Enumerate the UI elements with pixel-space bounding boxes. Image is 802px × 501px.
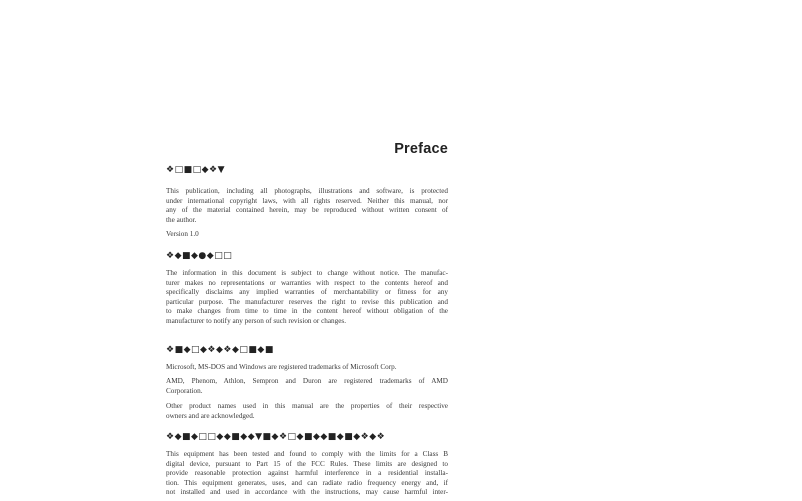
text-line: owners and are acknowledged. bbox=[166, 411, 255, 420]
section-heading-disclaimer: ❖◆■◆●◆□□ bbox=[166, 251, 233, 261]
page-title: Preface bbox=[394, 141, 448, 157]
text-line: Microsoft, MS-DOS and Windows are registered trademarks of Microsoft Corp. bbox=[166, 363, 397, 371]
text-line: specifically disclaims any implied warranties of merchantability or fitness for any bbox=[166, 288, 448, 296]
text-line: tion. This equipment generates, uses, and can radiate radio frequency energy and, if bbox=[166, 478, 448, 487]
text-line: Other product names used in this manual are the properties of their respective bbox=[166, 402, 448, 410]
text-line: any of the material contained herein, may be reproduced without written consent of bbox=[166, 206, 448, 214]
copyright-paragraph bbox=[166, 187, 448, 225]
text-line: the author. bbox=[166, 215, 197, 224]
section-heading-trademark: ❖■◆□◆❖◆❖◆□■◆■ bbox=[166, 345, 274, 355]
text-line: This publication, including all photographs, illustrations and software, is protected bbox=[166, 187, 448, 195]
text-line: digital device, pursuant to Part 15 of the FCC Rules. These limits are designed to bbox=[166, 459, 448, 468]
section-heading-fcc: ❖◆■◆□□◆◆■◆◆▼■◆❖□◆■◆◆■◆■◆❖◆❖ bbox=[166, 432, 386, 442]
text-line: not installed and used in accordance with the instructions, may cause harmful inter- bbox=[166, 488, 448, 496]
text-line: turer makes no representations or warranties with respect to the contents hereof and bbox=[166, 278, 448, 287]
trademark-paragraph-1 bbox=[166, 363, 448, 373]
version-paragraph bbox=[166, 230, 448, 240]
text-line: provide reasonable protection against harmful interference in a residential installa- bbox=[166, 469, 448, 477]
text-line: under international copyright laws, with all rights reserved. Neither this manual, nor bbox=[166, 196, 448, 205]
trademark-paragraph-2 bbox=[166, 377, 448, 396]
version-text: Version 1.0 bbox=[166, 230, 199, 238]
text-line: AMD, Phenom, Athlon, Sempron and Duron are registered trademarks of AMD bbox=[166, 377, 448, 385]
disclaimer-paragraph bbox=[166, 269, 448, 326]
fcc-paragraph bbox=[166, 450, 448, 498]
text-line: particular purpose. The manufacturer reserves the right to revise this publication and bbox=[166, 297, 448, 306]
trademark-paragraph-3 bbox=[166, 402, 448, 421]
text-line: The information in this document is subject to change without notice. The manufac- bbox=[166, 269, 448, 277]
text-line: Corporation. bbox=[166, 386, 203, 395]
text-line: This equipment has been tested and found to comply with the limits for a Class B bbox=[166, 450, 448, 458]
text-line: manufacturer to notify any person of such revision or changes. bbox=[166, 316, 347, 325]
section-heading-copyright: ❖□■□◆❖▼ bbox=[166, 165, 225, 175]
text-line: to make changes from time to time in the content hereof without obligation of the bbox=[166, 307, 448, 315]
